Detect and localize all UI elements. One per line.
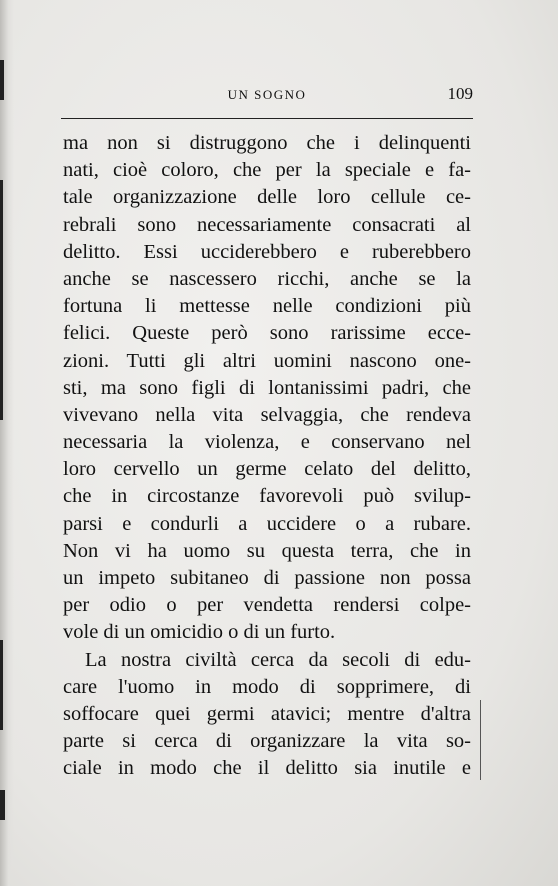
text-line: tale organizzazione delle loro cellule ce- (63, 186, 471, 209)
text-line: vivevano nella vita selvaggia, che rendeva (63, 403, 471, 426)
text-line: vole di un omicidio o di un furto. (63, 621, 336, 644)
binding-edge (0, 0, 14, 886)
text-line: soffocare quei germi atavici; mentre d'altra (63, 702, 471, 725)
text-line: anche se nascessero ricchi, anche se la (63, 267, 471, 290)
text-line: parte si cerca di organizzare la vita so- (63, 730, 471, 753)
text-line: rebrali sono necessariamente consacrati al (63, 213, 471, 236)
binding-mark (0, 180, 3, 420)
page-number: 109 (447, 84, 473, 103)
text-line: necessaria la violenza, e conservano nel (63, 431, 471, 454)
pencil-mark (480, 700, 481, 780)
text-line: ma non si distruggono che i delinquenti (63, 132, 471, 154)
text-line: un impeto subitaneo di passione non possa (63, 567, 471, 589)
binding-mark (0, 790, 5, 820)
text-line: sti, ma sono figli di lontanissimi padri, che (63, 376, 471, 399)
text-line: zioni. Tutti gli altri uomini nascono one- (63, 349, 471, 372)
binding-mark (0, 60, 4, 100)
text-line: La nostra civiltà cerca da secoli di edu- (85, 648, 471, 671)
text-line: delitto. Essi ucciderebbero e ruberebbero (63, 240, 471, 263)
text-line: care l'uomo in modo di sopprimere, di (63, 675, 471, 698)
text-line: ciale in modo che il delitto sia inutile e (63, 757, 471, 780)
running-head (61, 84, 473, 104)
text-line: che in circostanze favorevoli può svilup- (63, 485, 471, 508)
running-head-title: UN SOGNO (227, 87, 307, 102)
text-line: per odio o per vendetta rendersi colpe- (63, 594, 471, 617)
header-rule (61, 118, 473, 119)
text-line: parsi e condurli a uccidere o a rubare. (63, 512, 471, 535)
text-line: fortuna li mettesse nelle condizioni più (63, 295, 471, 318)
body-text (63, 130, 471, 783)
text-line: nati, cioè coloro, che per la speciale e fa- (63, 159, 471, 182)
text-line: Non vi ha uomo su questa terra, che in (63, 539, 471, 562)
text-line: loro cervello un germe celato del delitto, (63, 458, 471, 481)
binding-mark (0, 640, 3, 730)
text-line: felici. Queste però sono rarissime ecce- (63, 322, 471, 345)
